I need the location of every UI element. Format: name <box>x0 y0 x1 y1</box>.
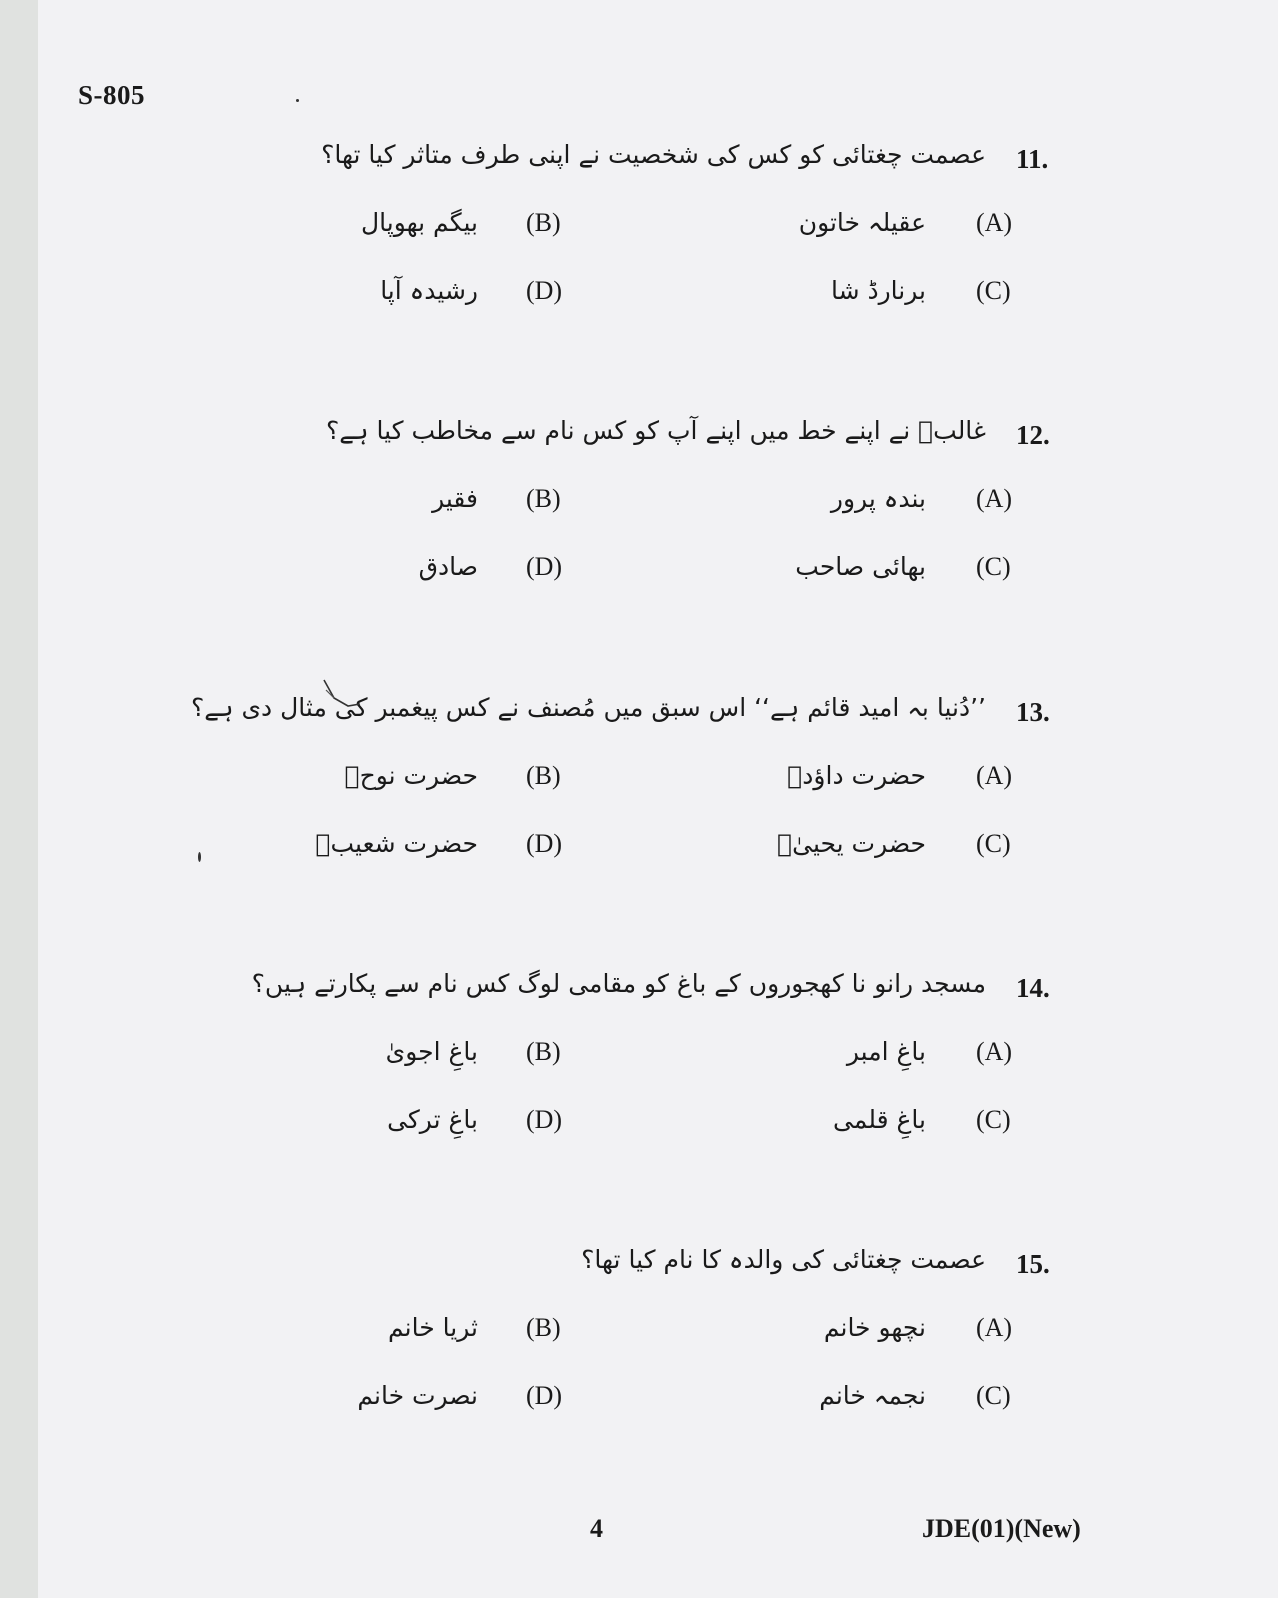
question-number: 13. <box>1016 697 1050 727</box>
question-text: عصمت چغتائی کو کس کی شخصیت نے اپنی طرف متاثر کیا تھا؟ <box>321 140 986 169</box>
option-b-text: ثریا خانم <box>388 1313 478 1342</box>
option-d-letter: (D) <box>526 1381 563 1410</box>
option-d-letter: (D) <box>526 276 563 305</box>
option-a-text: حضرت داؤدؑ <box>787 761 926 790</box>
paper-code: S-805 <box>78 80 146 110</box>
scan-speck <box>296 99 299 102</box>
option-d-text: نصرت خانم <box>357 1381 478 1410</box>
option-d-letter: (D) <box>526 552 563 581</box>
option-a-text: بندہ پرور <box>830 484 926 513</box>
option-a-letter: (A) <box>976 1037 1013 1066</box>
option-b-text: باغِ اجویٰ <box>385 1037 478 1066</box>
option-c-text: نجمہ خانم <box>819 1381 926 1410</box>
exam-code: JDE(01)(New) <box>922 1514 1081 1543</box>
option-c-text: بھائی صاحب <box>795 552 926 581</box>
option-a-text: باغِ امبر <box>846 1037 926 1066</box>
option-c-letter: (C) <box>976 1105 1011 1134</box>
option-d-text: باغِ ترکی <box>387 1105 478 1134</box>
scan-speck <box>198 852 201 862</box>
option-b-text: بیگم بھوپال <box>360 208 478 237</box>
page-number: 4 <box>590 1514 603 1543</box>
option-b-letter: (B) <box>526 761 561 790</box>
option-c-letter: (C) <box>976 1381 1011 1410</box>
option-c-text: حضرت یحییٰؑ <box>777 829 926 858</box>
option-a-letter: (A) <box>976 484 1013 513</box>
option-c-letter: (C) <box>976 829 1011 858</box>
option-b-letter: (B) <box>526 484 561 513</box>
question-number: 12. <box>1016 420 1050 450</box>
option-d-text: صادق <box>418 552 478 581</box>
question-15 <box>38 1245 1278 1469</box>
question-number: 15. <box>1016 1249 1050 1279</box>
option-b-text: حضرت نوحؑ <box>344 761 478 790</box>
question-number: 11. <box>1016 144 1049 174</box>
option-a-letter: (A) <box>976 1313 1013 1342</box>
question-14 <box>38 969 1278 1193</box>
question-text: عصمت چغتائی کی والدہ کا نام کیا تھا؟ <box>581 1245 986 1274</box>
option-a-text: عقیلہ خاتون <box>798 208 926 237</box>
option-a-letter: (A) <box>976 761 1013 790</box>
option-b-letter: (B) <box>526 1313 561 1342</box>
option-c-text: باغِ قلمی <box>833 1105 926 1134</box>
option-c-text: برنارڈ شا <box>830 276 926 305</box>
option-b-letter: (B) <box>526 1037 561 1066</box>
pen-mark-icon <box>320 676 366 716</box>
question-text: ’’دُنیا بہ امید قائم ہے‘‘ اس سبق میں مُصنف نے کس پیغمبر کی مثال دی ہے؟ <box>190 693 986 722</box>
question-11 <box>38 140 1278 364</box>
option-b-letter: (B) <box>526 208 561 237</box>
option-c-letter: (C) <box>976 276 1011 305</box>
option-d-letter: (D) <box>526 1105 563 1134</box>
option-d-text: حضرت شعیبؑ <box>315 829 478 858</box>
option-d-text: رشیدہ آپا <box>380 276 478 305</box>
question-13 <box>38 693 1278 917</box>
option-d-letter: (D) <box>526 829 563 858</box>
question-text: مسجد رانو نا کھجوروں کے باغ کو مقامی لوگ کس نام سے پکارتے ہیں؟ <box>251 969 986 998</box>
question-number: 14. <box>1016 973 1050 1003</box>
question-12 <box>38 416 1278 640</box>
option-b-text: فقیر <box>432 484 478 513</box>
option-a-letter: (A) <box>976 208 1013 237</box>
question-text: غالبؔ نے اپنے خط میں اپنے آپ کو کس نام سے مخاطب کیا ہے؟ <box>325 416 986 445</box>
option-a-text: نچھو خانم <box>823 1313 926 1342</box>
option-c-letter: (C) <box>976 552 1011 581</box>
